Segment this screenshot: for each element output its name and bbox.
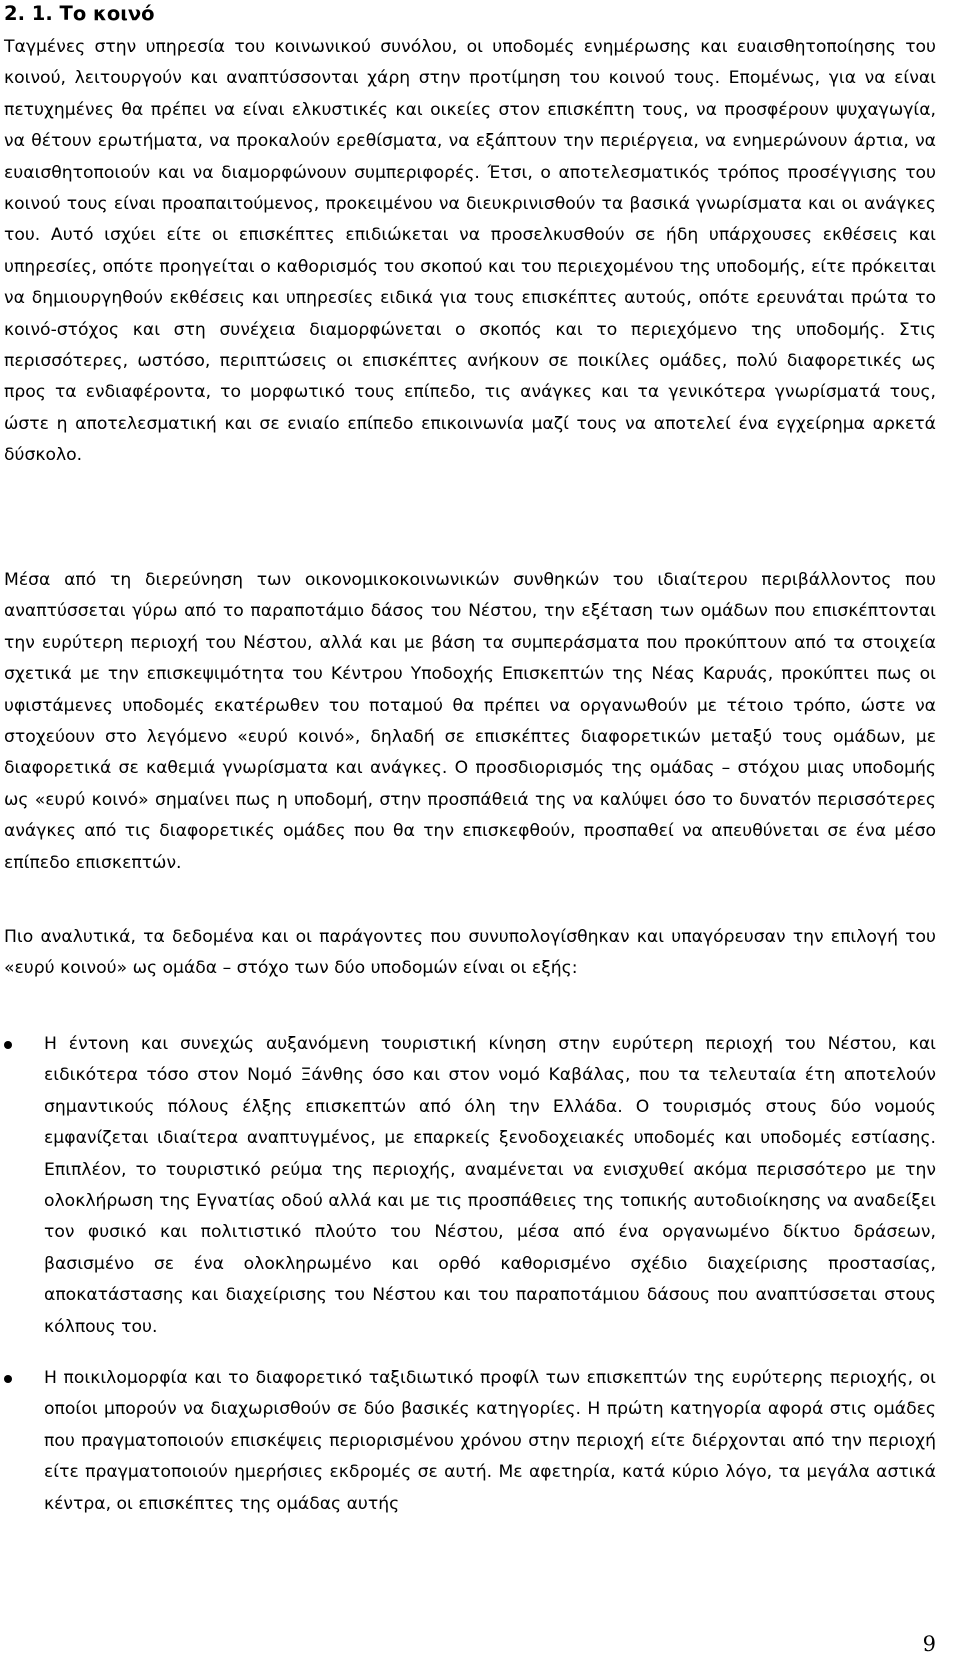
list-item bbox=[0, 1029, 960, 1343]
paragraph-factors-intro: Πιο αναλυτικά, τα δεδομένα και οι παράγοντες που συνυπολογίσθηκαν και υπαγόρευσαν την επιλογή του «ευρύ κοινού» ως ομάδα – στόχο των δύο υποδομών είναι οι εξής: bbox=[4, 927, 936, 979]
list-item bbox=[0, 1363, 960, 1520]
bullet-dot-icon bbox=[4, 1375, 12, 1383]
section-heading: 2. 1. Το κοινό bbox=[4, 2, 155, 25]
paragraph-research-findings: Μέσα από τη διερεύνηση των οικονομικοκοινωνικών συνθηκών του ιδιαίτερου περιβάλλοντος που αναπτύσσεται γύρω από το παραποτάμιο δάσος του Νέστου, την εξέταση των ομάδων που επισκέπτονται την ευρύτερη περιοχή του Νέστου, αλλά και με βάση τα συμπεράσματα που προκύπτουν από τα στοιχεία σχετικά με την επισκεψιμότητα του Κέντρου Υποδοχής Επισκεπτών της Νέας Καρυάς, προκύπτει πως οι υφιστάμενες υποδομές εκατέρωθεν του ποταμού θα πρέπει να οργανωθούν με τέτοιο τρόπο, ώστε να στοχεύουν στο λεγόμενο «ευρύ κοινό», δηλαδή σε επισκέπτες διαφορετικών μεταξύ τους ομάδων, με διαφορετικά σε καθεμιά γνωρίσματα και ανάγκες. Ο προσδιορισμός της ομάδας – στόχου μιας υποδομής ως «ευρύ κοινό» σημαίνει πως η υποδομή, στην προσπάθειά της να καλύψει όσο το δυνατόν περισσότερες ανάγκες από τις διαφορετικές ομάδες που θα την επισκεφθούν, προσπαθεί να απευθύνεται σε ένα μέσο επίπεδο επισκεπτών. bbox=[4, 570, 936, 873]
bullet-dot-icon bbox=[4, 1041, 12, 1049]
paragraph-audience-intro: Ταγμένες στην υπηρεσία του κοινωνικού συνόλου, οι υποδομές ενημέρωσης και ευαισθητοποίησης του κοινού, λειτουργούν και αναπτύσσονται χάρη στην προτίμηση του κοινού τους. Επομένως, για να είναι πετυχημένες θα πρέπει να είναι ελκυστικές και οικείες στον επισκέπτη τους, να προσφέρουν ψυχαγωγία, να θέτουν ερωτήματα, να προκαλούν ερεθίσματα, να εξάπτουν την περιέργεια, να ενημερώνουν άρτια, να ευαισθητοποιούν και να διαμορφώνουν συμπεριφορές. Έτσι, ο αποτελεσματικός τρόπος προσέγγισης του κοινού τους είναι προαπαιτούμενος, προκειμένου να διευκρινισθούν τα βασικά γνωρίσματα και οι ανάγκες του. Αυτό ισχύει είτε οι επισκέπτες επιδιώκεται να προσελκυσθούν σε ήδη υπάρχουσες εκθέσεις και υπηρεσίες, οπότε προηγείται ο καθορισμός του σκοπού και του περιεχομένου της υποδομής, είτε πρόκειται να δημιουργηθούν εκθέσεις και υπηρεσίες ειδικά για τους επισκέπτες αυτούς, οπότε ερευνάται πρώτα το κοινό-στόχος και στη συνέχεια διαμορφώνεται ο σκοπός και το περιεχόμενο της υποδομής. Στις περισσότερες, ωστόσο, περιπτώσεις οι επισκέπτες ανήκουν σε ποικίλες ομάδες, πολύ διαφορετικές ως προς τα ενδιαφέροντα, το μορφωτικό τους επίπεδο, τις ανάγκες και τα γενικότερα γνωρίσματά τους, ώστε η αποτελεσματική και σε ενιαίο επίπεδο επικοινωνία μαζί τους να αποτελεί ένα εγχείρημα αρκετά δύσκολο. bbox=[4, 37, 936, 466]
page-number: 9 bbox=[922, 1632, 936, 1656]
factors-bullet-list bbox=[0, 1029, 960, 1540]
list-item-text: Η έντονη και συνεχώς αυξανόμενη τουριστική κίνηση στην ευρύτερη περιοχή του Νέστου, και ειδικότερα τόσο στον Νομό Ξάνθης όσο και στον νομό Καβάλας, που τα τελευταία έτη αποτελούν σημαντικούς πόλους έλξης επισκεπτών από όλη την Ελλάδα. Ο τουρισμός στους δύο νομούς εμφανίζεται ιδιαίτερα αναπτυγμένος, με επαρκείς ξενοδοχειακές υποδομές και υποδομές εστίασης. Επιπλέον, το τουριστικό ρεύμα της περιοχής, αναμένεται να ενισχυθεί ακόμα περισσότερο με την ολοκλήρωση της Εγνατίας οδού αλλά και με τις προσπάθειες της τοπικής αυτοδιοίκησης να αναδείξει τον φυσικό και πολιτιστικό πλούτο του Νέστου, μέσα από ένα οργανωμένο δίκτυο δράσεων, βασισμένο σε ένα ολοκληρωμένο και ορθό καθορισμένο σχέδιο διαχείρισης προστασίας, αποκατάστασης και διαχείρισης του Νέστου και του παραποτάμιου δάσους που αναπτύσσεται στους κόλπους του. bbox=[44, 1034, 936, 1337]
list-item-text: Η ποικιλομορφία και το διαφορετικό ταξιδιωτικό προφίλ των επισκεπτών της ευρύτερης περιοχής, οι οποίοι μπορούν να διαχωρισθούν σε δύο βασικές κατηγορίες. Η πρώτη κατηγορία αφορά στις ομάδες που πραγματοποιούν επισκέψεις περιορισμένου χρόνου στην περιοχή είτε διέρχονται από την περιοχή είτε πραγματοποιούν ημερήσιες εκδρομές σε αυτή. Με αφετηρία, κατά κύριο λόγο, τα μεγάλα αστικά κέντρα, οι επισκέπτες της ομάδας αυτής bbox=[44, 1368, 936, 1514]
